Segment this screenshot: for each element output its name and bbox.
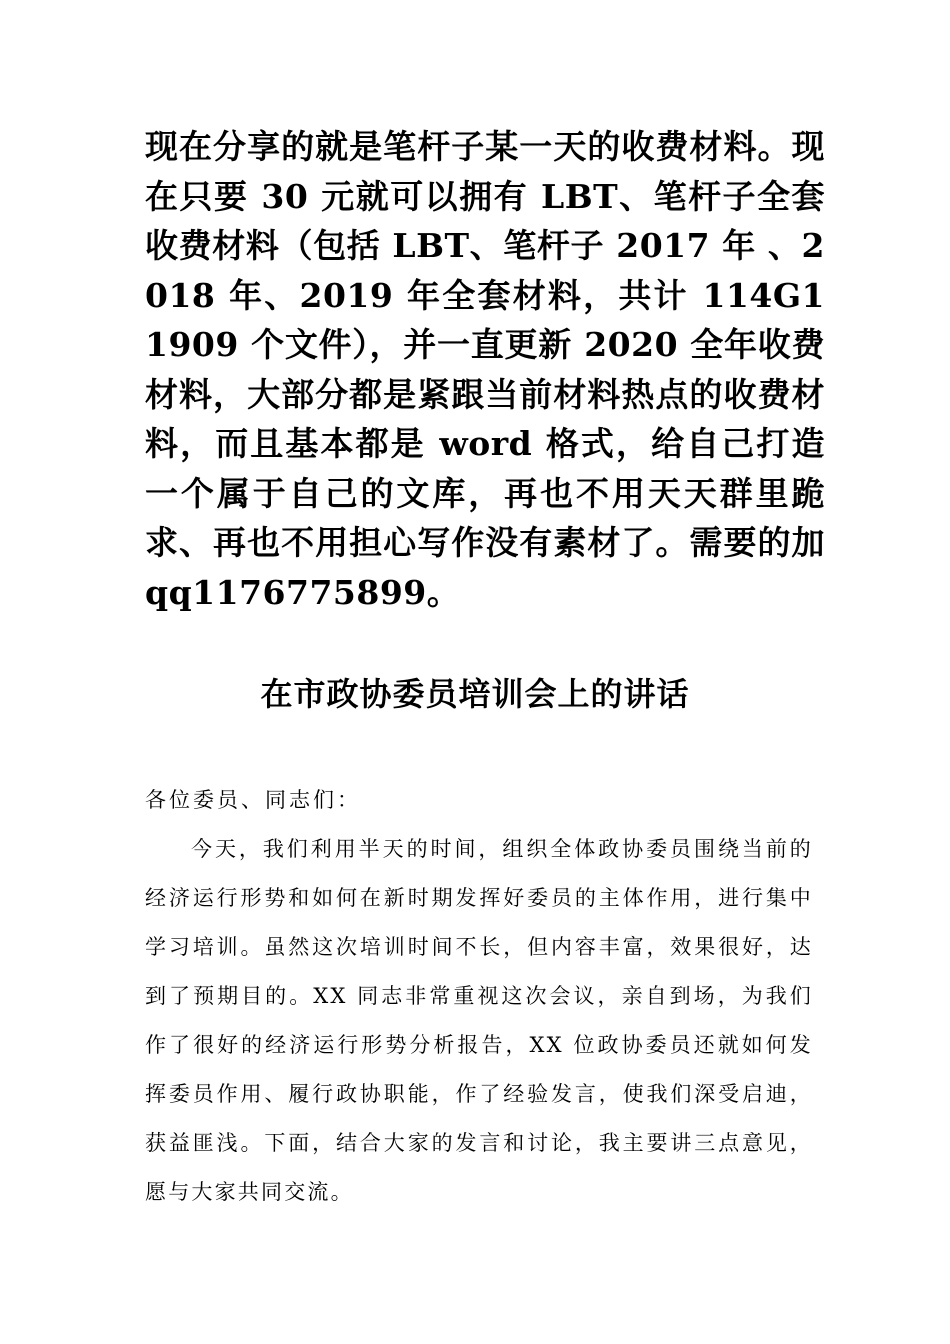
salutation: 各位委员、同志们： <box>145 788 361 812</box>
document-title: 在市政协委员培训会上的讲话 <box>260 675 690 713</box>
body-paragraph: 今天，我们利用半天的时间，组织全体政协委员围绕当前的经济运行形势和如何在新时期发挥好委员的主体作用，进行集中学习培训。虽然这次培训时间不长，但内容丰富，效果很好，达到了预期目的。XX 同志非常重视这次会议，亲自到场，为我们作了很好的经济运行形势分析报告，XX 位政协委员还就如何发挥委员作用、履行政协职能，作了经验发言，使我们深受启迪，获益匪浅。下面，结合大家的发言和讨论，我主要讲三点意见，愿与大家共同交流。 <box>145 837 813 1204</box>
promo-paragraph: 现在分享的就是笔杆子某一天的收费材料。现在只要 30 元就可以拥有 LBT、笔杆子全套收费材料（包括 LBT、笔杆子 2017 年 、2018 年、2019 年全套材料，共计 114G11909 个文件），并一直更新 2020 全年收费材料，大部分都是紧跟当前材料热点的收费材料，而且基本都是 word 格式，给自己打造一个属于自己的文库，再也不用天天群里跪求、再也不用担心写作没有素材了。需要的加 qq1176775899。 <box>145 127 825 612</box>
